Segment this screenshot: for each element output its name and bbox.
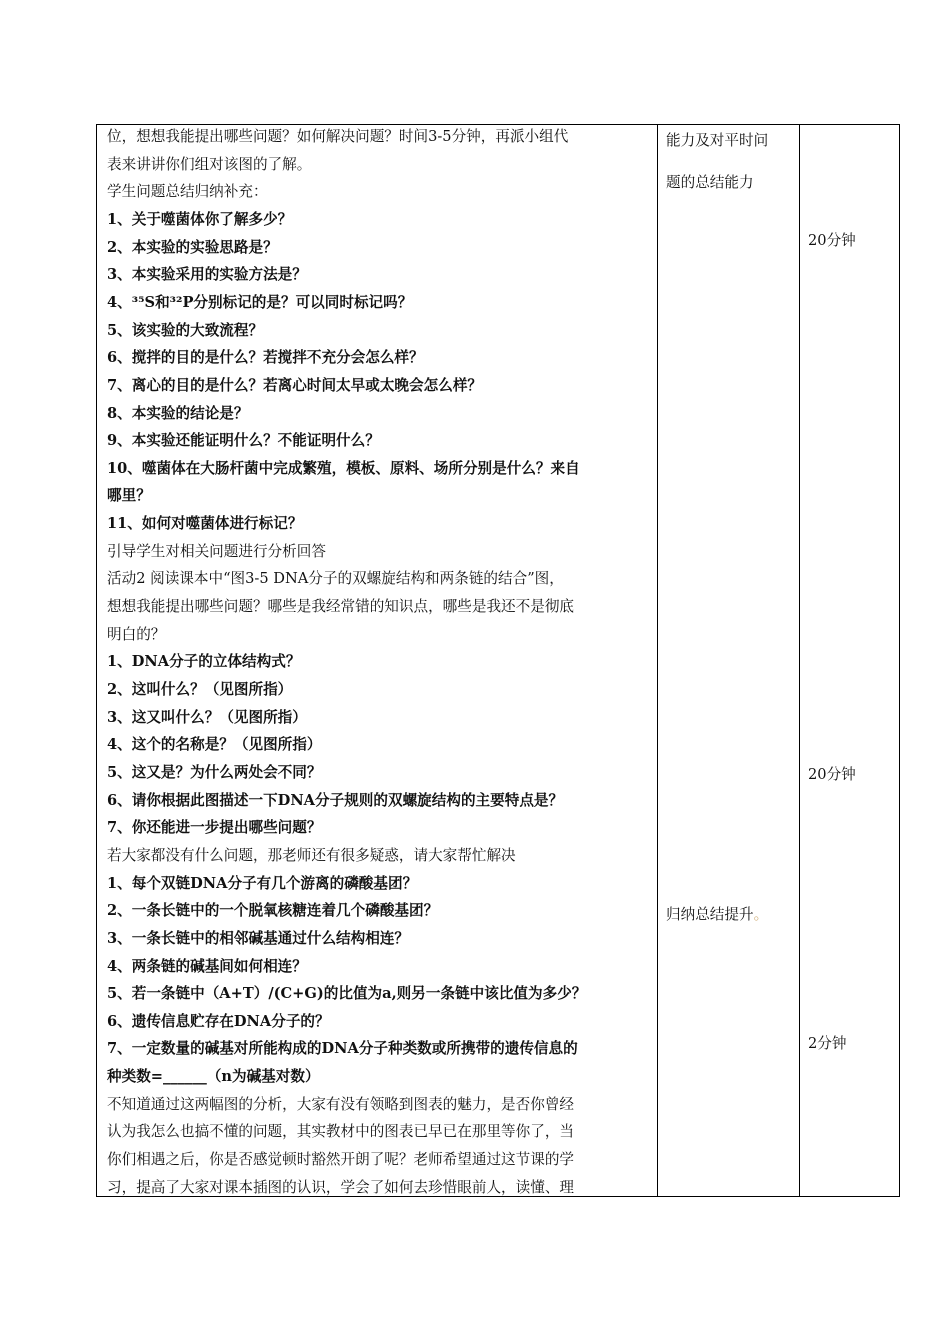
text-line: 2、本实验的实验思路是？ — [107, 238, 278, 256]
text-line: 你们相遇之后，你是否感觉顿时豁然开朗了呢？老师希望通过这节课的学 — [107, 1151, 575, 1169]
text-line: 11、如何对噬菌体进行标记？ — [107, 515, 303, 533]
text-line: 明白的？ — [107, 625, 166, 643]
text-line: 9、本实验还能证明什么？不能证明什么？ — [107, 432, 380, 450]
text-line: 6、请你根据此图描述一下DNA分子规则的双螺旋结构的主要特点是？ — [107, 791, 564, 809]
text-line: 哪里？ — [107, 487, 151, 505]
activity-column — [97, 125, 658, 1196]
text-line: 7、一定数量的碱基对所能构成的DNA分子种类数或所携带的遗传信息的 — [107, 1040, 578, 1058]
text-line: 8、本实验的结论是？ — [107, 404, 249, 422]
text-line: 习，提高了大家对课本插图的认识，学会了如何去珍惜眼前人，读懂、理 — [107, 1178, 575, 1196]
time-column — [800, 125, 900, 1196]
text-line: 10、噬菌体在大肠杆菌中完成繁殖，模板、原料、场所分别是什么？来自 — [107, 459, 580, 477]
text-line: 6、遗传信息贮存在DNA分子的？ — [107, 1012, 330, 1030]
time-label-3: 2分钟 — [808, 1035, 847, 1052]
text-line: 4、两条链的碱基间如何相连？ — [107, 957, 307, 975]
text-line: 3、这又叫什么？（见图所指） — [107, 708, 307, 726]
text-line: 1、DNA分子的立体结构式？ — [107, 653, 301, 671]
text-line: 4、³⁵S和³²P分别标记的是？可以同时标记吗？ — [107, 293, 413, 311]
purpose-text-2: 题的总结能力 — [666, 174, 754, 191]
purpose-text-1: 能力及对平时问 — [666, 132, 769, 149]
time-label-2: 20分钟 — [808, 766, 856, 783]
text-line: 5、若一条链中（A+T）/(C+G)的比值为a,则另一条链中该比值为多少？ — [107, 985, 587, 1003]
text-line: 5、该实验的大致流程？ — [107, 321, 264, 339]
text-line: 1、每个双链DNA分子有几个游离的磷酸基团？ — [107, 874, 418, 892]
lesson-table — [96, 124, 900, 1197]
text-line: 引导学生对相关问题进行分析回答 — [107, 542, 326, 560]
text-line: 7、离心的目的是什么？若离心时间太早或太晚会怎么样？ — [107, 376, 483, 394]
purpose-text-3: 归纳总结提升。 — [666, 906, 769, 923]
time-label-1: 20分钟 — [808, 232, 856, 249]
text-line: 若大家都没有什么问题，那老师还有很多疑惑，请大家帮忙解决 — [107, 846, 516, 864]
text-line: 7、你还能进一步提出哪些问题？ — [107, 819, 322, 837]
text-line: 2、这叫什么？（见图所指） — [107, 681, 293, 698]
text-line: 6、搅拌的目的是什么？若搅拌不充分会怎么样？ — [107, 349, 424, 367]
text-line: 2、一条长链中的一个脱氧核糖连着几个磷酸基团？ — [107, 902, 439, 920]
text-line: 想想我能提出哪些问题？哪些是我经常错的知识点，哪些是我还不是彻底 — [107, 598, 575, 616]
text-line: 不知道通过这两幅图的分析，大家有没有领略到图表的魅力，是否你曾经 — [107, 1095, 575, 1113]
text-line: 位，想想我能提出哪些问题？如何解决问题？时间3-5分钟，再派小组代 — [107, 128, 569, 145]
text-line: 4、这个的名称是？（见图所指） — [107, 736, 322, 754]
text-line: 活动2 阅读课本中“图3-5 DNA分子的双螺旋结构和两条链的结合”图， — [107, 570, 564, 588]
text-line: 表来讲讲你们组对该图的了解。 — [107, 155, 312, 173]
text-line: 5、这又是？为什么两处会不同？ — [107, 763, 322, 781]
text-line: 认为我怎么也搞不懂的问题，其实教材中的图表已早已在那里等你了，当 — [107, 1123, 575, 1141]
text-line: 3、一条长链中的相邻碱基通过什么结构相连？ — [107, 929, 410, 947]
text-line: 3、本实验采用的实验方法是？ — [107, 266, 307, 284]
text-line: 学生问题总结归纳补充： — [107, 183, 268, 201]
text-line: 种类数=______（n为碱基对数） — [107, 1068, 320, 1086]
purpose-column — [658, 125, 800, 1196]
text-line: 1、关于噬菌体你了解多少？ — [107, 210, 293, 228]
